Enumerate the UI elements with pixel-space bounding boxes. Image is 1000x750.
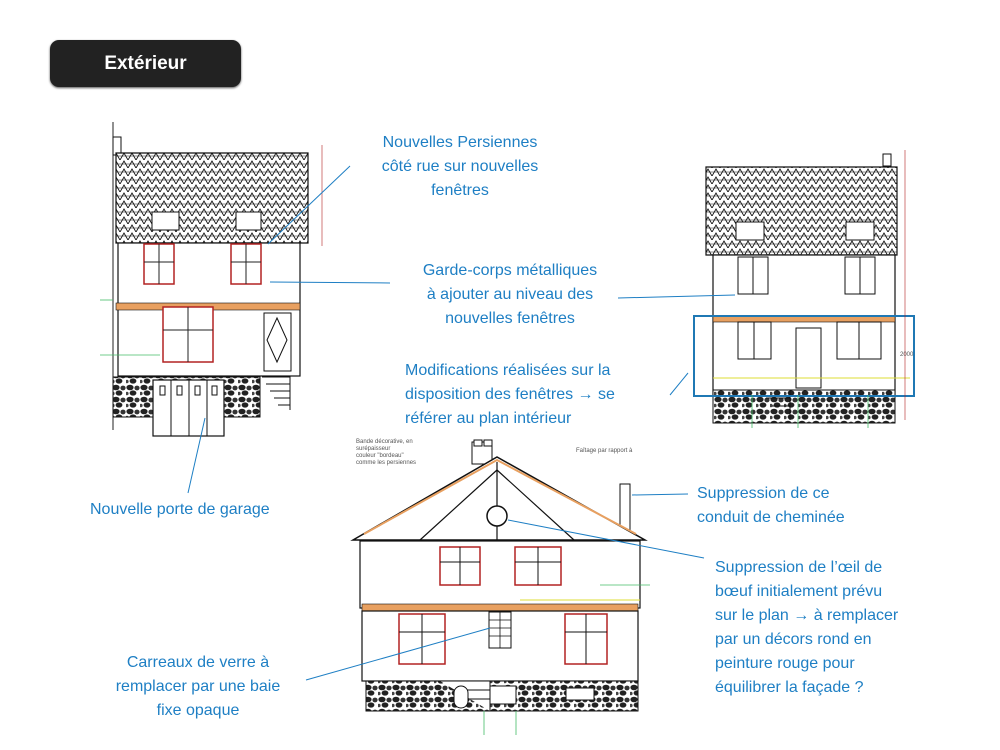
annotation-garde-corps: [390, 259, 630, 331]
annotation-line: conduit de cheminée: [697, 509, 845, 526]
annotation-line: fenêtres: [431, 182, 489, 199]
label-bande-line: surépaisseur: [356, 446, 391, 452]
annotation-line: Suppression de ce: [697, 485, 830, 502]
annotation-porte-garage: [90, 498, 330, 522]
annotation-line: disposition des fenêtres → se: [405, 386, 615, 403]
annotation-line: sur le plan → à remplacer: [715, 607, 899, 624]
annotation-line: fixe opaque: [156, 702, 240, 719]
annotation-line: Nouvelles Persiennes: [382, 134, 538, 151]
annotation-line: référer au plan intérieur: [405, 410, 572, 427]
annotation-line: équilibrer la façade ?: [715, 679, 864, 696]
right-facade: [694, 150, 914, 428]
label-bande-decorative: [356, 439, 416, 467]
annotation-line: Suppression de l’œil de: [715, 559, 883, 576]
annotation-line: Carreaux de verre à: [126, 654, 270, 671]
annotation-cheminee: [697, 482, 897, 530]
annotation-carreaux: [88, 651, 308, 723]
section-title: Extérieur: [104, 52, 187, 74]
annotation-line: nouvelles fenêtres: [445, 310, 575, 327]
annotation-line: côté rue sur nouvelles: [381, 158, 539, 175]
annotation-line: par un décors rond en: [715, 631, 872, 648]
label-faitage: Faîtage par rapport à: [576, 448, 633, 454]
label-bande-line: couleur "bordeau": [356, 453, 404, 459]
label-bande-line: Bande décorative, en: [356, 439, 413, 445]
gable-facade: [353, 440, 650, 735]
left-facade: [100, 122, 322, 436]
label-dimension: 2000: [900, 352, 914, 358]
annotation-line: Garde-corps métalliques: [422, 262, 598, 279]
annotation-line: Modifications réalisées sur la: [405, 362, 611, 379]
label-bande-line: comme les persiennes: [356, 460, 417, 466]
annotation-line: Nouvelle porte de garage: [90, 501, 270, 518]
annotation-line: bœuf initialement prévu: [715, 583, 883, 600]
annotation-oeil-boeuf: [715, 556, 955, 700]
annotation-line: à ajouter au niveau des: [426, 286, 594, 303]
annotation-persiennes: [360, 131, 560, 203]
annotation-line: peinture rouge pour: [715, 655, 855, 672]
annotation-line: remplacer par une baie: [115, 678, 281, 695]
annotation-modifications: [405, 359, 685, 431]
